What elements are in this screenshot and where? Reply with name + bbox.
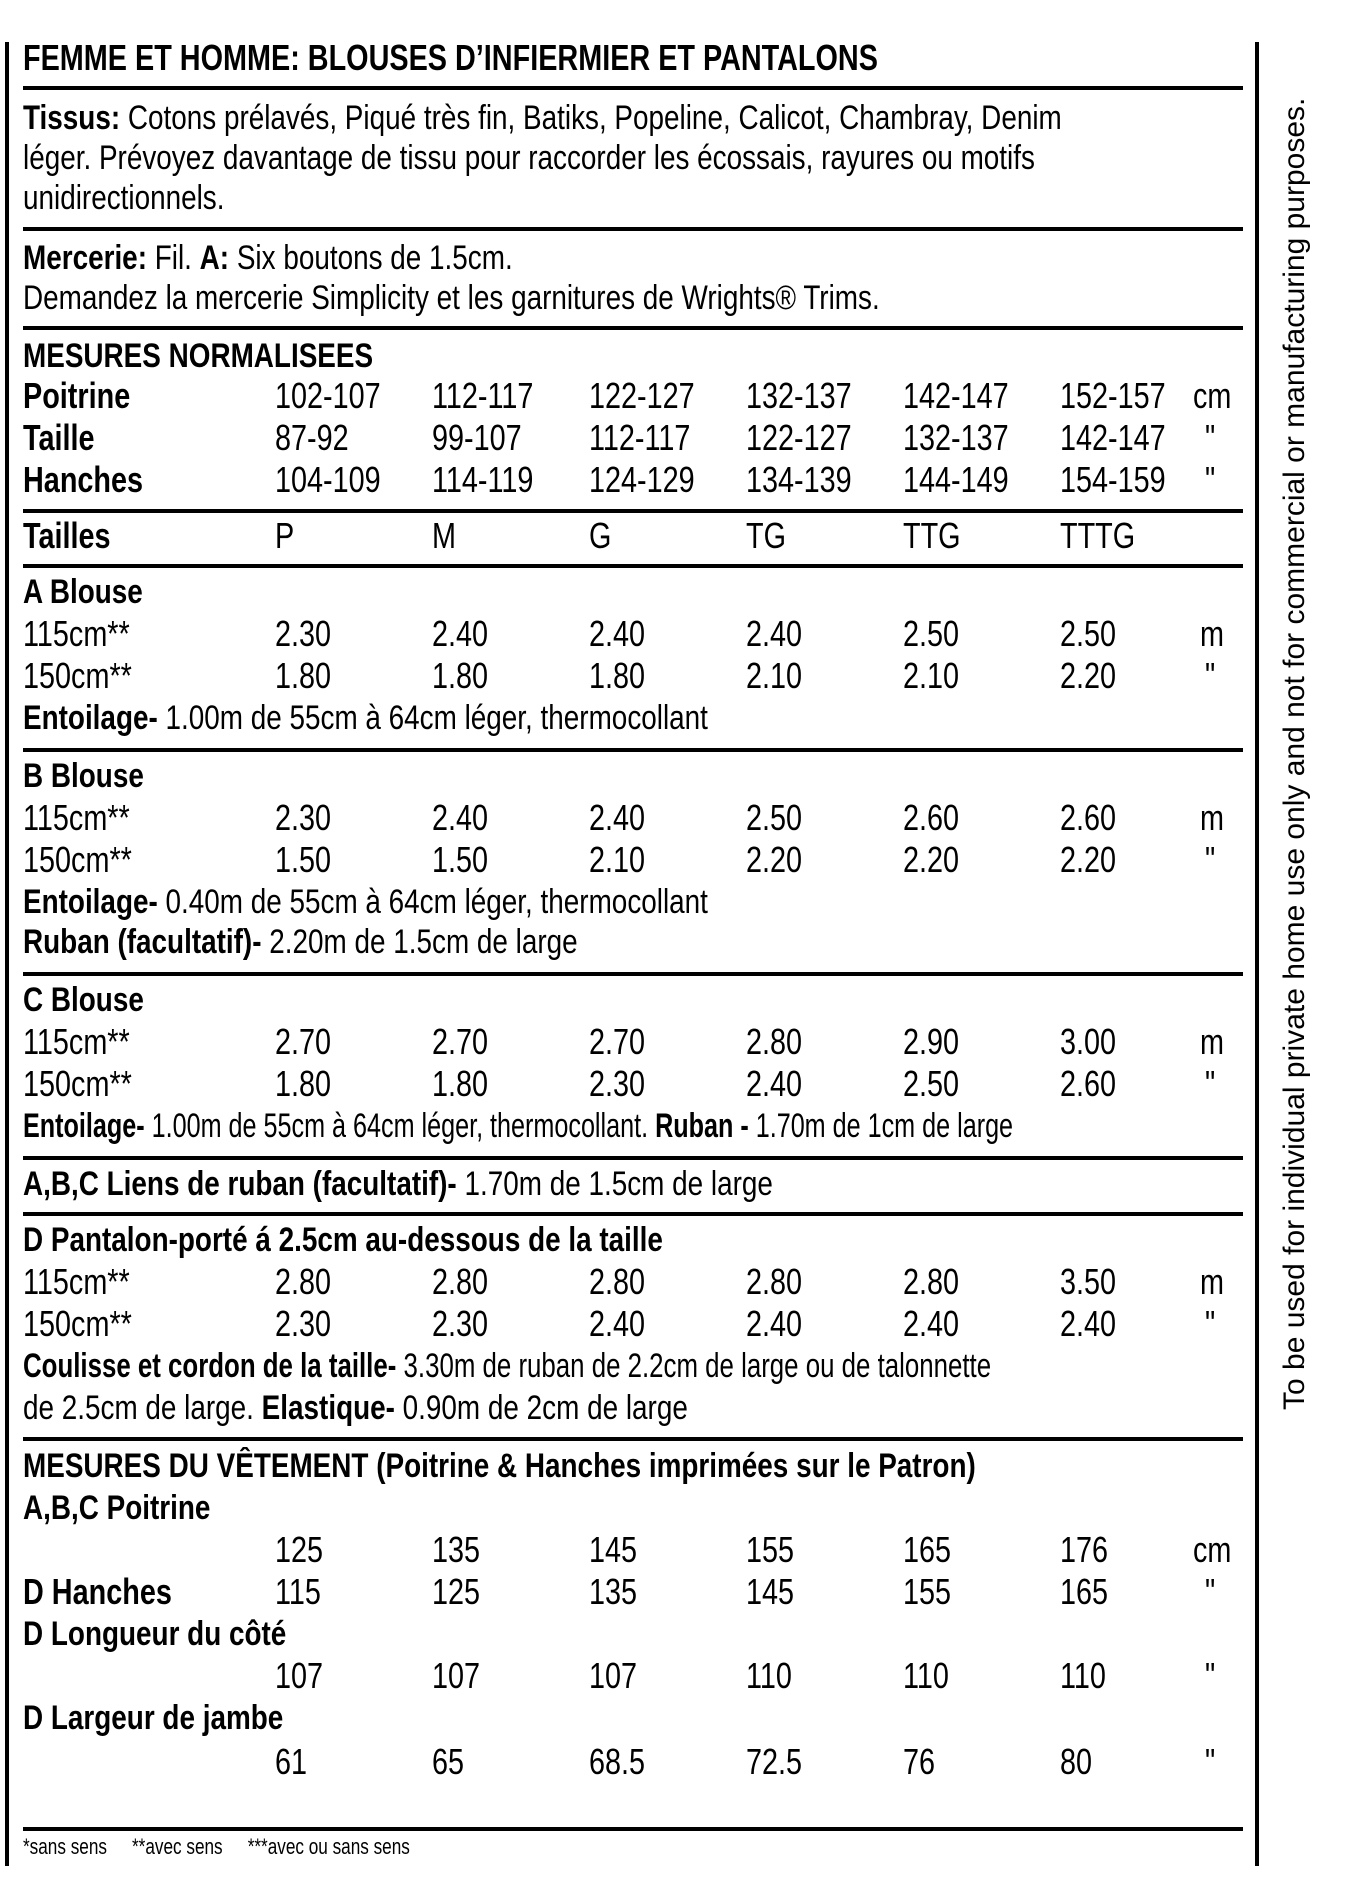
garment-value: 110 [1060, 1655, 1106, 1696]
measure-row [0, 1064, 1250, 1104]
row-value: 2.40 [903, 1303, 960, 1344]
row-value: 3.00 [1060, 1021, 1117, 1062]
row-value: 87-92 [275, 417, 349, 458]
a-entoilage [23, 698, 708, 738]
row-value: 2.60 [1060, 797, 1117, 838]
measure-row [0, 614, 1250, 654]
garment-unit: " [1205, 1741, 1216, 1782]
row-value: 2.20 [1060, 655, 1117, 696]
row-value: 2.10 [746, 655, 803, 696]
side-notice: To be used for individual private home use only and not for commercial or manufacturing purposes. [1278, 97, 1311, 1410]
row-value: 1.50 [432, 839, 489, 880]
row-value: 2.20 [746, 839, 803, 880]
size-value: M [432, 515, 456, 556]
measure-row [0, 656, 1250, 696]
row-value: 2.90 [903, 1021, 960, 1062]
row-label: 150cm** [23, 1063, 132, 1104]
tissus-line-2: léger. Prévoyez davantage de tissu pour raccorder les écossais, rayures ou motifs [23, 139, 1035, 177]
row-value: 2.40 [1060, 1303, 1117, 1344]
footnote: *sans sens [23, 1834, 107, 1859]
ruban-text: 1.70m de 1cm de large [755, 1107, 1014, 1145]
divider [23, 1212, 1243, 1216]
divider [23, 1437, 1243, 1441]
entoilage-text: 0.40m de 55cm à 64cm léger, thermocollant [165, 883, 708, 921]
garment-unit: " [1205, 1571, 1216, 1612]
row-value: 124-129 [589, 459, 695, 500]
row-value: 2.30 [589, 1063, 646, 1104]
row-value: 2.80 [746, 1021, 803, 1062]
tissus-line-3: unidirectionnels. [23, 179, 225, 217]
row-value: 2.40 [589, 1303, 646, 1344]
row-value: 2.40 [746, 1063, 803, 1104]
garment-value: 61 [275, 1741, 308, 1782]
divider [23, 1827, 1243, 1831]
size-value: TTG [903, 515, 961, 556]
sizes-row [0, 516, 1250, 556]
measure-row [0, 1304, 1250, 1344]
row-label: 115cm** [23, 1021, 130, 1062]
footnote: ***avec ou sans sens [247, 1834, 410, 1859]
tissus-label: Tissus: [23, 99, 121, 137]
divider [23, 509, 1243, 513]
divider [23, 1156, 1243, 1160]
view-d-heading: D Pantalon-porté á 2.5cm au-dessous de la taille [23, 1221, 663, 1259]
row-unit: m [1200, 797, 1224, 838]
garment-value: 135 [589, 1571, 638, 1612]
row-value: 2.10 [903, 655, 960, 696]
row-label: 150cm** [23, 839, 132, 880]
garment-value: 72.5 [746, 1741, 803, 1782]
divider [23, 326, 1243, 330]
garment-value: 107 [275, 1655, 324, 1696]
row-value: 2.30 [432, 1303, 489, 1344]
liens-line [23, 1164, 773, 1204]
garment-row-largeur [0, 1742, 1250, 1782]
view-a-heading: A Blouse [23, 573, 143, 611]
garment-value: 165 [1060, 1571, 1109, 1612]
measure-row [0, 376, 1250, 416]
row-value: 2.70 [275, 1021, 332, 1062]
row-value: 104-109 [275, 459, 381, 500]
row-label: Taille [23, 417, 95, 458]
liens-label: A,B,C Liens de ruban (facultatif)- [23, 1165, 457, 1203]
view-b-heading: B Blouse [23, 757, 144, 795]
row-unit: cm [1193, 375, 1232, 416]
row-value: 152-157 [1060, 375, 1166, 416]
row-unit: m [1200, 1261, 1224, 1302]
row-value: 2.50 [746, 797, 803, 838]
row-value: 2.80 [275, 1261, 332, 1302]
row-value: 122-127 [746, 417, 852, 458]
entoilage-label: Entoilage- [23, 1107, 145, 1145]
row-value: 2.40 [746, 1303, 803, 1344]
row-value: 2.80 [903, 1261, 960, 1302]
row-label: 115cm** [23, 797, 130, 838]
row-value: 2.70 [589, 1021, 646, 1062]
c-entoilage [23, 1106, 1013, 1146]
garment-value: 165 [903, 1529, 952, 1570]
row-value: 2.20 [903, 839, 960, 880]
row-unit: " [1205, 417, 1216, 458]
garment-value: 76 [903, 1741, 936, 1782]
garment-row-poitrine [0, 1530, 1250, 1570]
row-value: 102-107 [275, 375, 381, 416]
measure-row [0, 1262, 1250, 1302]
row-value: 132-137 [903, 417, 1009, 458]
row-value: 1.80 [275, 1063, 332, 1104]
entoilage-text: 1.00m de 55cm à 64cm léger, thermocollant. [151, 1107, 649, 1145]
row-value: 2.80 [746, 1261, 803, 1302]
row-unit: m [1200, 613, 1224, 654]
right-border [1255, 42, 1259, 1866]
tissus-line-1 [23, 98, 1062, 138]
row-value: 1.80 [589, 655, 646, 696]
row-value: 2.70 [432, 1021, 489, 1062]
b-ruban [23, 922, 578, 962]
garment-unit: " [1205, 1655, 1216, 1696]
row-value: 142-147 [903, 375, 1009, 416]
row-value: 2.60 [1060, 1063, 1117, 1104]
garment-label: D Hanches [23, 1571, 172, 1612]
row-value: 2.40 [432, 613, 489, 654]
size-value: G [589, 515, 612, 556]
mercerie-line-2: Demandez la mercerie Simplicity et les garnitures de Wrights® Trims. [23, 279, 880, 317]
row-label: 150cm** [23, 655, 132, 696]
d-elastique [23, 1388, 688, 1428]
garment-label: D Largeur de jambe [23, 1699, 284, 1737]
footnotes [23, 1834, 430, 1860]
row-unit: " [1205, 459, 1216, 500]
measure-row [0, 460, 1250, 500]
divider [23, 972, 1243, 976]
entoilage-label: Entoilage- [23, 883, 158, 921]
row-value: 99-107 [432, 417, 522, 458]
garment-measures-heading [23, 1446, 976, 1486]
row-value: 122-127 [589, 375, 695, 416]
row-value: 112-117 [589, 417, 691, 458]
garment-value: 176 [1060, 1529, 1109, 1570]
row-value: 1.80 [432, 655, 489, 696]
row-value: 1.80 [275, 655, 332, 696]
coulisse-label: Coulisse et cordon de la taille- [23, 1347, 397, 1385]
garment-value: 80 [1060, 1741, 1093, 1782]
garment-value: 125 [275, 1529, 324, 1570]
view-c-heading: C Blouse [23, 981, 144, 1019]
measure-row [0, 798, 1250, 838]
row-value: 2.30 [275, 1303, 332, 1344]
elastique-label: Elastique- [261, 1389, 395, 1427]
row-label: 115cm** [23, 1261, 130, 1302]
garment-value: 155 [746, 1529, 795, 1570]
row-label: Poitrine [23, 375, 131, 416]
garment-value: 115 [275, 1571, 321, 1612]
tissus-text-1: Cotons prélavés, Piqué très fin, Batiks, Popeline, Calicot, Chambray, Denim [127, 99, 1062, 137]
row-value: 144-149 [903, 459, 1009, 500]
row-label: Hanches [23, 459, 144, 500]
row-value: 112-117 [432, 375, 534, 416]
size-value: TG [746, 515, 786, 556]
page-title: FEMME ET HOMME: BLOUSES D’INFIERMIER ET PANTALONS [23, 37, 878, 78]
coulisse-text-2: de 2.5cm de large. [23, 1389, 254, 1427]
row-unit: " [1205, 655, 1216, 696]
measure-row [0, 840, 1250, 880]
measure-row [0, 1022, 1250, 1062]
garment-value: 107 [589, 1655, 638, 1696]
row-value: 2.80 [589, 1261, 646, 1302]
row-value: 2.20 [1060, 839, 1117, 880]
row-value: 2.40 [589, 797, 646, 838]
row-value: 154-159 [1060, 459, 1166, 500]
garment-value: 155 [903, 1571, 952, 1612]
row-value: 2.50 [1060, 613, 1117, 654]
elastique-text: 0.90m de 2cm de large [402, 1389, 688, 1427]
garment-value: 65 [432, 1741, 465, 1782]
entoilage-label: Entoilage- [23, 699, 158, 737]
garment-label: D Longueur du côté [23, 1615, 287, 1653]
entoilage-text: 1.00m de 55cm à 64cm léger, thermocollant [165, 699, 708, 737]
row-value: 2.60 [903, 797, 960, 838]
garment-heading-title: MESURES DU VÊTEMENT [23, 1447, 369, 1485]
footnote: **avec sens [132, 1834, 223, 1859]
ruban-text: 2.20m de 1.5cm de large [269, 923, 578, 961]
row-value: 2.40 [746, 613, 803, 654]
divider [23, 564, 1243, 568]
coulisse-text: 3.30m de ruban de 2.2cm de large ou de talonnette [403, 1347, 992, 1385]
garment-value: 145 [589, 1529, 638, 1570]
size-value: TTTG [1060, 515, 1136, 556]
garment-value: 145 [746, 1571, 795, 1612]
divider [23, 86, 1243, 90]
row-value: 2.30 [275, 613, 332, 654]
row-value: 2.40 [432, 797, 489, 838]
size-value: P [275, 515, 295, 556]
row-value: 3.50 [1060, 1261, 1117, 1302]
garment-value: 110 [746, 1655, 792, 1696]
garment-value: 107 [432, 1655, 481, 1696]
garment-label: A,B,C Poitrine [23, 1489, 211, 1527]
ruban-label: Ruban - [655, 1107, 749, 1145]
mercerie-label: Mercerie: [23, 239, 147, 277]
garment-row-hanches [0, 1572, 1250, 1612]
garment-row-longueur [0, 1656, 1250, 1696]
garment-unit: cm [1193, 1529, 1232, 1570]
divider [23, 748, 1243, 752]
row-value: 132-137 [746, 375, 852, 416]
row-unit: " [1205, 1303, 1216, 1344]
row-value: 134-139 [746, 459, 852, 500]
garment-value: 110 [903, 1655, 949, 1696]
row-value: 2.40 [589, 613, 646, 654]
mercerie-line-1 [23, 238, 513, 278]
ruban-label: Ruban (facultatif)- [23, 923, 262, 961]
mercerie-a-text: Six boutons de 1.5cm. [236, 239, 513, 277]
row-value: 142-147 [1060, 417, 1166, 458]
row-unit: " [1205, 1063, 1216, 1104]
row-value: 1.50 [275, 839, 332, 880]
row-value: 114-119 [432, 459, 534, 500]
divider [23, 227, 1243, 231]
row-unit: " [1205, 839, 1216, 880]
row-value: 1.80 [432, 1063, 489, 1104]
row-value: 2.80 [432, 1261, 489, 1302]
sizes-label: Tailles [23, 515, 111, 556]
b-entoilage [23, 882, 708, 922]
mercerie-a-label: A: [199, 239, 230, 277]
liens-text: 1.70m de 1.5cm de large [464, 1165, 773, 1203]
row-label: 150cm** [23, 1303, 132, 1344]
garment-value: 135 [432, 1529, 481, 1570]
row-unit: m [1200, 1021, 1224, 1062]
row-value: 2.30 [275, 797, 332, 838]
section-heading: MESURES NORMALISEES [23, 337, 374, 375]
row-value: 2.50 [903, 1063, 960, 1104]
row-value: 2.10 [589, 839, 646, 880]
measure-row [0, 418, 1250, 458]
garment-value: 125 [432, 1571, 481, 1612]
row-value: 2.50 [903, 613, 960, 654]
row-label: 115cm** [23, 613, 130, 654]
garment-value: 68.5 [589, 1741, 646, 1782]
garment-heading-note: (Poitrine & Hanches imprimées sur le Patron) [376, 1447, 976, 1485]
d-coulisse [23, 1346, 991, 1386]
mercerie-fil: Fil. [154, 239, 192, 277]
